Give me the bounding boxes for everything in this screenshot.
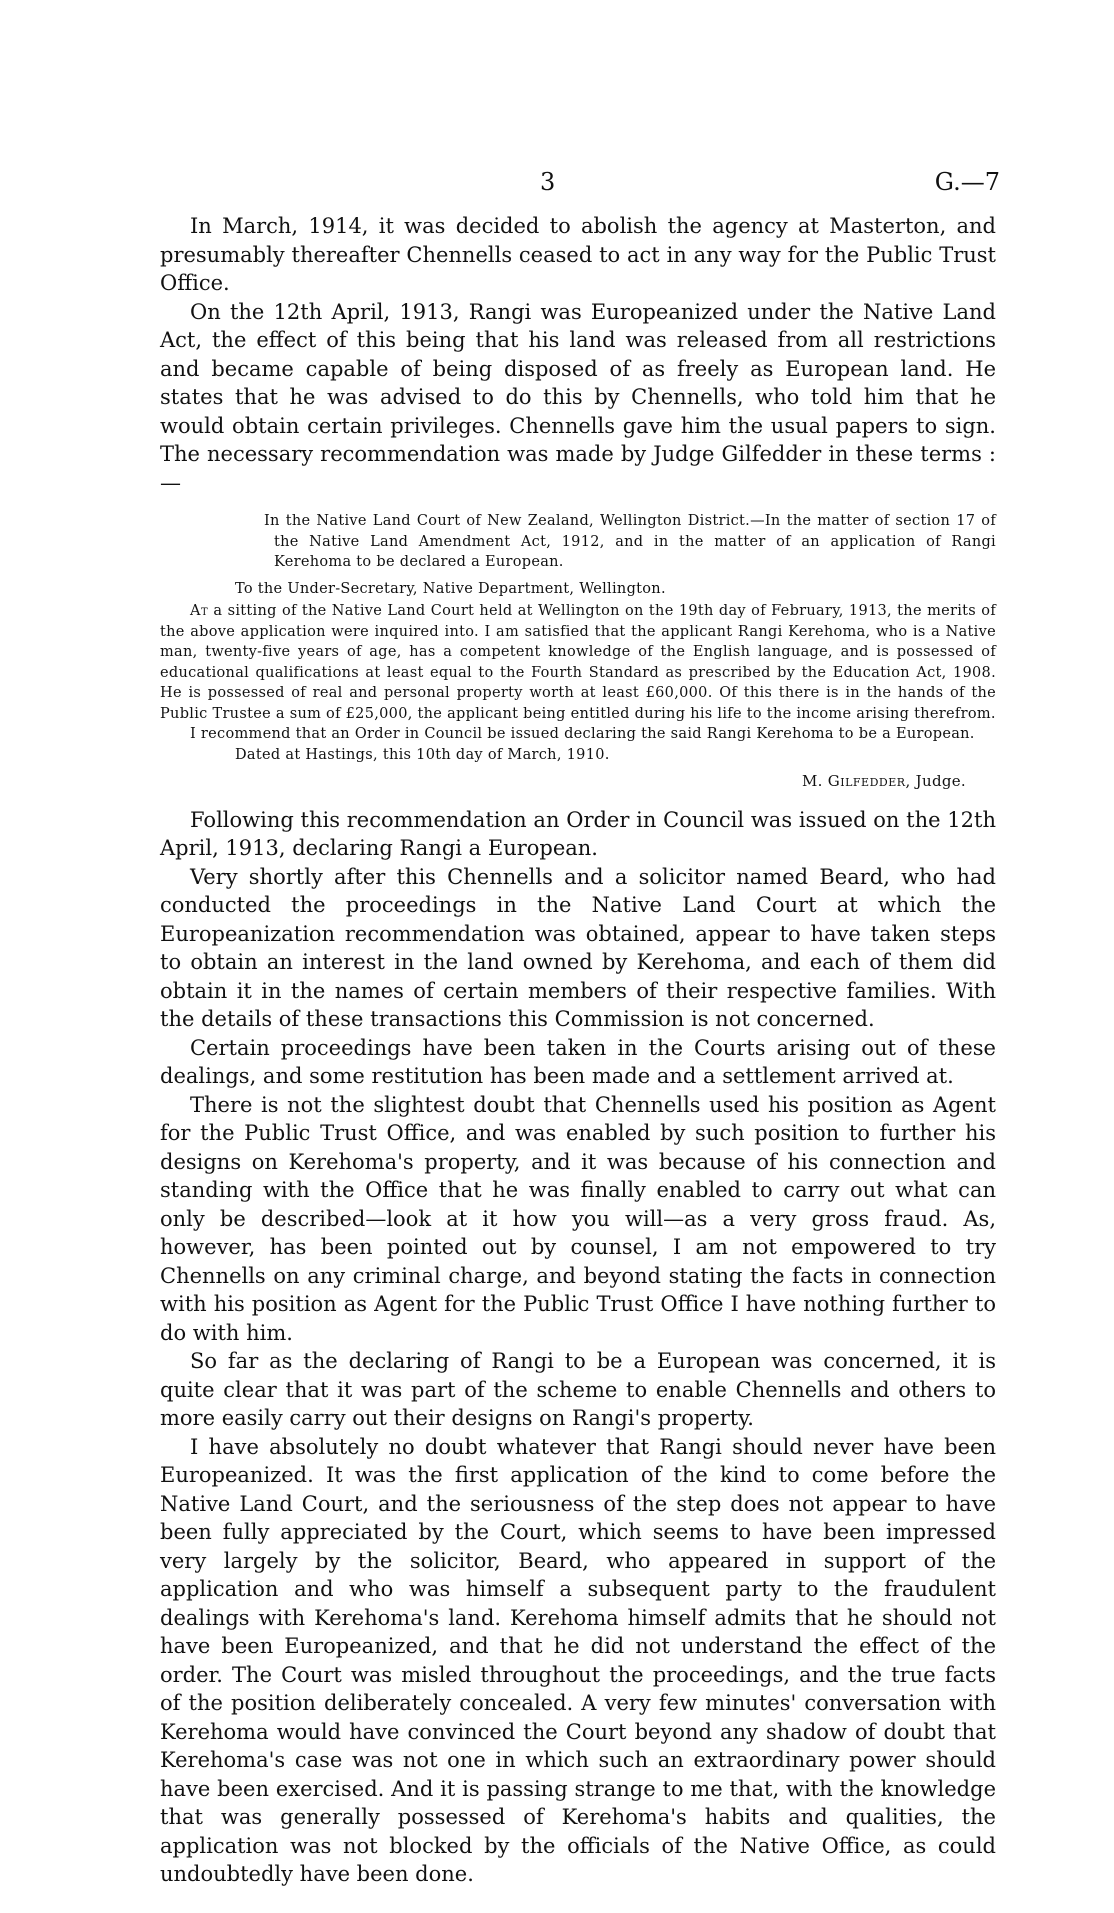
quote-recommendation: I recommend that an Order in Council be issued declaring the said Rangi Kerehoma to be a European. xyxy=(190,726,975,742)
document-body xyxy=(160,212,996,1889)
paragraph-gross-fraud: There is not the slightest doubt that Chennells used his position as Agent for the Public Trust Office, and was enabled by such position to further his designs on Kerehoma's property, and it was because of his connection and standing with the Office that he was finally enabled to carry out what can only be described—look at it how you will—as a very gross fraud. As, however, has been pointed out by counsel, I am not empowered to try Chennells on any criminal charge, and beyond stating the facts in connection with his position as Agent for the Public Trust Office I have nothing further to do with him. xyxy=(160,1092,996,1345)
signature-initial: M. xyxy=(801,772,823,790)
quote-dated: Dated at Hastings, this 10th day of March, 1910. xyxy=(235,746,610,763)
court-recommendation-quote xyxy=(160,511,996,792)
quote-heading: In the Native Land Court of New Zealand, Wellington District.—In the matter of section 17 of the Native Land Amendment Act, 1912, and in the matter of an application of Rangi Kerehoma to be declared a European. xyxy=(264,513,996,570)
paragraph-europeanized: On the 12th April, 1913, Rangi was Europeanized under the Native Land Act, the effect of this being that his land was released from all restrictions and became capable of being disposed of as freely as European land. He states that he was advised to do this by Chennells, who told him that he would obtain certain privileges. Chennells gave him the usual papers to sign. The necessary recommendation was made by Judge Gilfedder in these terms :— xyxy=(160,299,996,495)
paragraph-agency-abolished: In March, 1914, it was decided to abolish the agency at Masterton, and presumably thereafter Chennells ceased to act in any way for the Public Trust Office. xyxy=(160,214,996,295)
signature-title: , Judge. xyxy=(905,772,966,790)
paragraph-scheme: So far as the declaring of Rangi to be a European was concerned, it is quite clear that it was part of the scheme to enable Chennells and others to more easily carry out their designs on Rangi's property. xyxy=(160,1349,996,1430)
signature-name: Gilfedder xyxy=(827,772,906,790)
quote-address: To the Under-Secretary, Native Department, Wellington. xyxy=(235,580,666,597)
quote-body xyxy=(160,601,996,724)
paragraph-order-in-council: Following this recommendation an Order in Council was issued on the 12th April, 1913, declaring Rangi a European. xyxy=(160,807,996,860)
quote-body-text: a sitting of the Native Land Court held at Wellington on the 19th day of February, 1913, the merits of the above application were inquired into. I am satisfied that the applicant Rangi Kerehoma, who is a Native man, twenty-five years of age, has a competent knowledge of the English language, and is possessed of educational qualifications at least equal to the Fourth Standard as prescribed by the Education Act, 1908. He is possessed of real and personal property worth at least £60,000. Of this there is in the hands of the Public Trustee a sum of £25,000, the applicant being entitled during his life to the income arising therefrom. xyxy=(160,603,996,722)
paragraph-never-europeanized: I have absolutely no doubt whatever that Rangi should never have been Europeanized. It was the first application of the kind to come before the Native Land Court, and the seriousness of the step does not appear to have been fully appreciated by the Court, which seems to have been impressed very largely by the solicitor, Beard, who appeared in support of the application and who was himself a subsequent party to the fraudulent dealings with Kerehoma's land. Kerehoma himself admits that he should not have been Europeanized, and that he did not understand the effect of the order. The Court was misled throughout the proceedings, and the true facts of the position deliberately concealed. A very few minutes' conversation with Kerehoma would have convinced the Court beyond any shadow of doubt that Kerehoma's case was not one in which such an extraordinary power should have been exercised. And it is passing strange to me that, with the knowledge that was generally possessed of Kerehoma's habits and qualities, the application was not blocked by the officials of the Native Office, as could undoubtedly have been done. xyxy=(160,1434,996,1886)
paragraph-beard-chennells: Very shortly after this Chennells and a solicitor named Beard, who had conducted the proceedings in the Native Land Court at which the Europeanization recommendation was obtained, appear to have taken steps to obtain an interest in the land owned by Kerehoma, and each of them did obtain it in the names of certain members of their respective families. With the details of these transactions this Commission is not concerned. xyxy=(160,864,996,1031)
quote-signature xyxy=(160,771,996,792)
paragraph-court-proceedings: Certain proceedings have been taken in the Courts arising out of these dealings, and some restitution has been made and a settlement arrived at. xyxy=(160,1035,996,1088)
page-header xyxy=(160,168,1000,198)
quote-body-lead: At xyxy=(190,603,209,619)
page-number: 3 xyxy=(540,168,556,196)
document-reference: G.—7 xyxy=(934,168,1000,196)
